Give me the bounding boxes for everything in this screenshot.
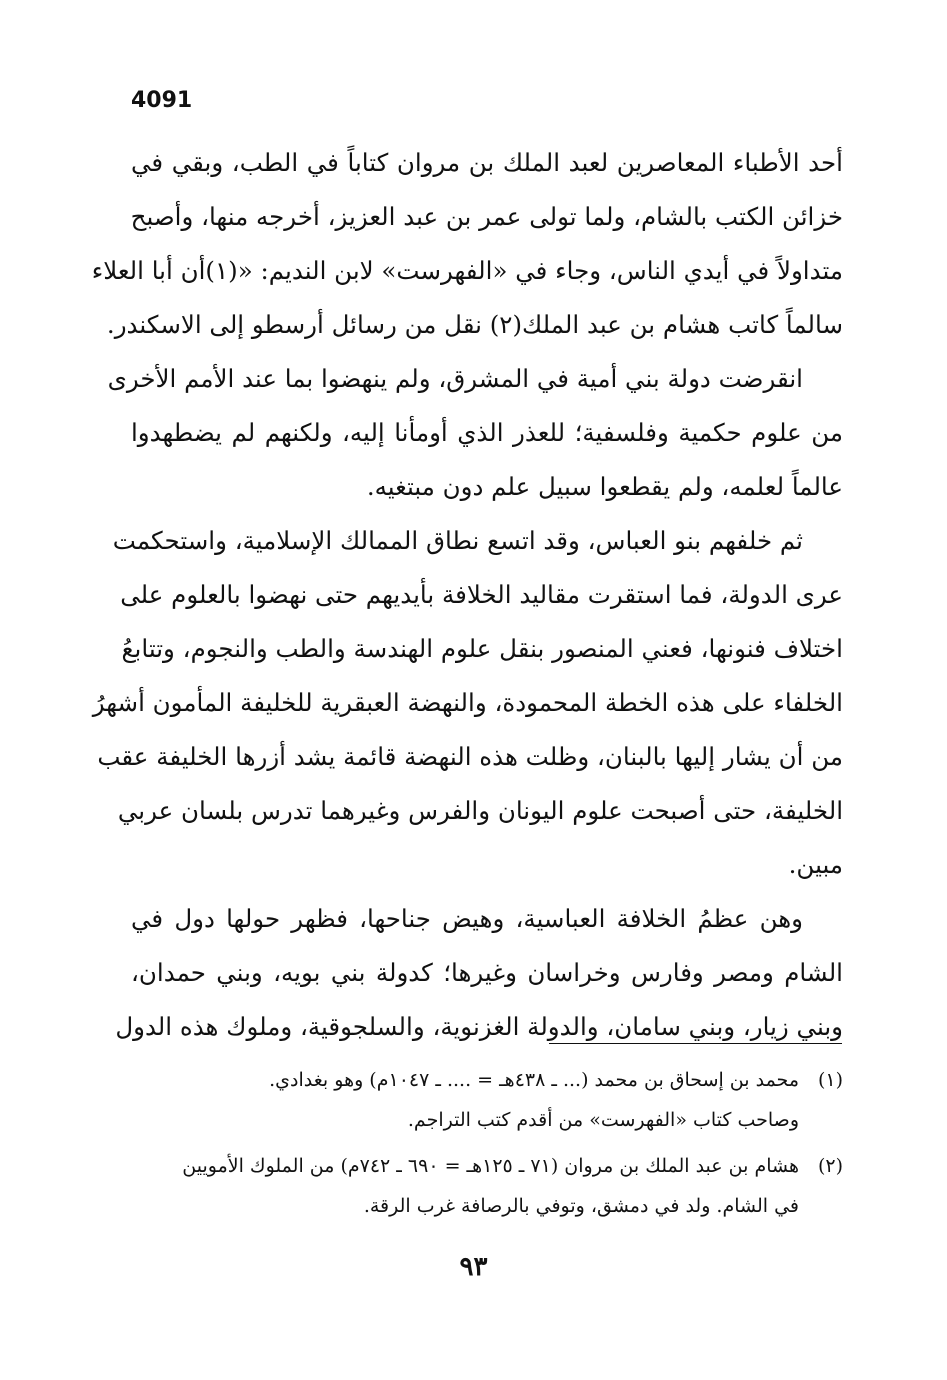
paragraph-4 <box>115 892 843 1054</box>
footnote-line <box>131 1060 843 1100</box>
text-line: من علوم حكمية وفلسفية؛ للعذر الذي أومأنا إليه، ولكنهم لم يضطهدوا <box>131 418 843 447</box>
text-line: عرى الدولة، فما استقرت مقاليد الخلافة بأيديهم حتى نهضوا بالعلوم على <box>120 580 843 609</box>
footnote-number: (١) <box>817 1069 843 1091</box>
paragraph-2 <box>107 352 843 514</box>
footnote-line <box>131 1146 843 1186</box>
page-number: ٩٣ <box>459 1252 488 1282</box>
text-line: ثم خلفهم بنو العباس، وقد اتسع نطاق الممالك الإسلامية، واستحكمت <box>112 526 803 555</box>
footnote-1 <box>131 1060 843 1140</box>
paragraph-1 <box>91 136 843 352</box>
text-line: وبني زيار، وبني سامان، والدولة الغزنوية، والسلجوقية، وملوك هذه الدول <box>115 1012 843 1041</box>
text-line: من أن يشار إليها بالبنان، وظلت هذه النهضة قائمة يشد أزرها الخليفة عقب <box>97 742 843 771</box>
text-line: متداولاً في أيدي الناس، وجاء في «الفهرست» لابن النديم: «(١)أن أبا العلاء <box>91 256 843 285</box>
footnote-2 <box>131 1146 843 1226</box>
text-line: سالماً كاتب هشام بن عبد الملك(٢) نقل من رسائل أرسطو إلى الاسكندر. <box>106 310 843 339</box>
body-text <box>91 136 843 1054</box>
footnote-continuation: وصاحب كتاب «الفهرست» من أقدم كتب التراجم. <box>407 1109 799 1131</box>
footnote-continuation: في الشام. ولد في دمشق، وتوفي بالرصافة غرب الرقة. <box>363 1195 799 1217</box>
footnote-text: هشام بن عبد الملك بن مروان (٧١ ـ ١٢٥هـ = ٦٩٠ ـ ٧٤٢م) من الملوك الأمويين <box>182 1155 799 1177</box>
text-line: أحد الأطباء المعاصرين لعبد الملك بن مروان كتاباً في الطب، وبقي في <box>131 148 843 177</box>
text-line: خزائن الكتب بالشام، ولما تولى عمر بن عبد العزيز، أخرجه منها، وأصبح <box>130 202 843 231</box>
text-line: وهن عظمُ الخلافة العباسية، وهيض جناحها، فظهر حولها دول في <box>131 904 803 933</box>
footnotes <box>131 1060 843 1232</box>
text-line: انقرضت دولة بني أمية في المشرق، ولم ينهضوا بما عند الأمم الأخرى <box>107 364 803 393</box>
text-line: مبين. <box>788 850 843 879</box>
footnote-number: (٢) <box>817 1155 843 1177</box>
paragraph-3 <box>92 514 843 892</box>
text-line: عالماً لعلمه، ولم يقطعوا سبيل علم دون مبتغيه. <box>366 472 843 501</box>
footnote-text: محمد بن إسحاق بن محمد (... ـ ٤٣٨هـ = .... ـ ١٠٤٧م) وهو بغدادي. <box>269 1069 799 1091</box>
text-line: الخلفاء على هذه الخطة المحمودة، والنهضة العبقرية للخليفة المأمون أشهرُ <box>92 688 843 717</box>
text-line: اختلاف فنونها، فعني المنصور بنقل علوم الهندسة والطب والنجوم، وتتابعُ <box>121 634 843 663</box>
page-identifier: 4091 <box>131 88 193 113</box>
text-line: الخليفة، حتى أصبحت علوم اليونان والفرس وغيرهما تدرس بلسان عربي <box>117 796 843 825</box>
text-line: الشام ومصر وفارس وخراسان وغيرها؛ كدولة بني بويه، وبني حمدان، <box>131 958 843 987</box>
footnote-separator <box>549 1043 842 1044</box>
